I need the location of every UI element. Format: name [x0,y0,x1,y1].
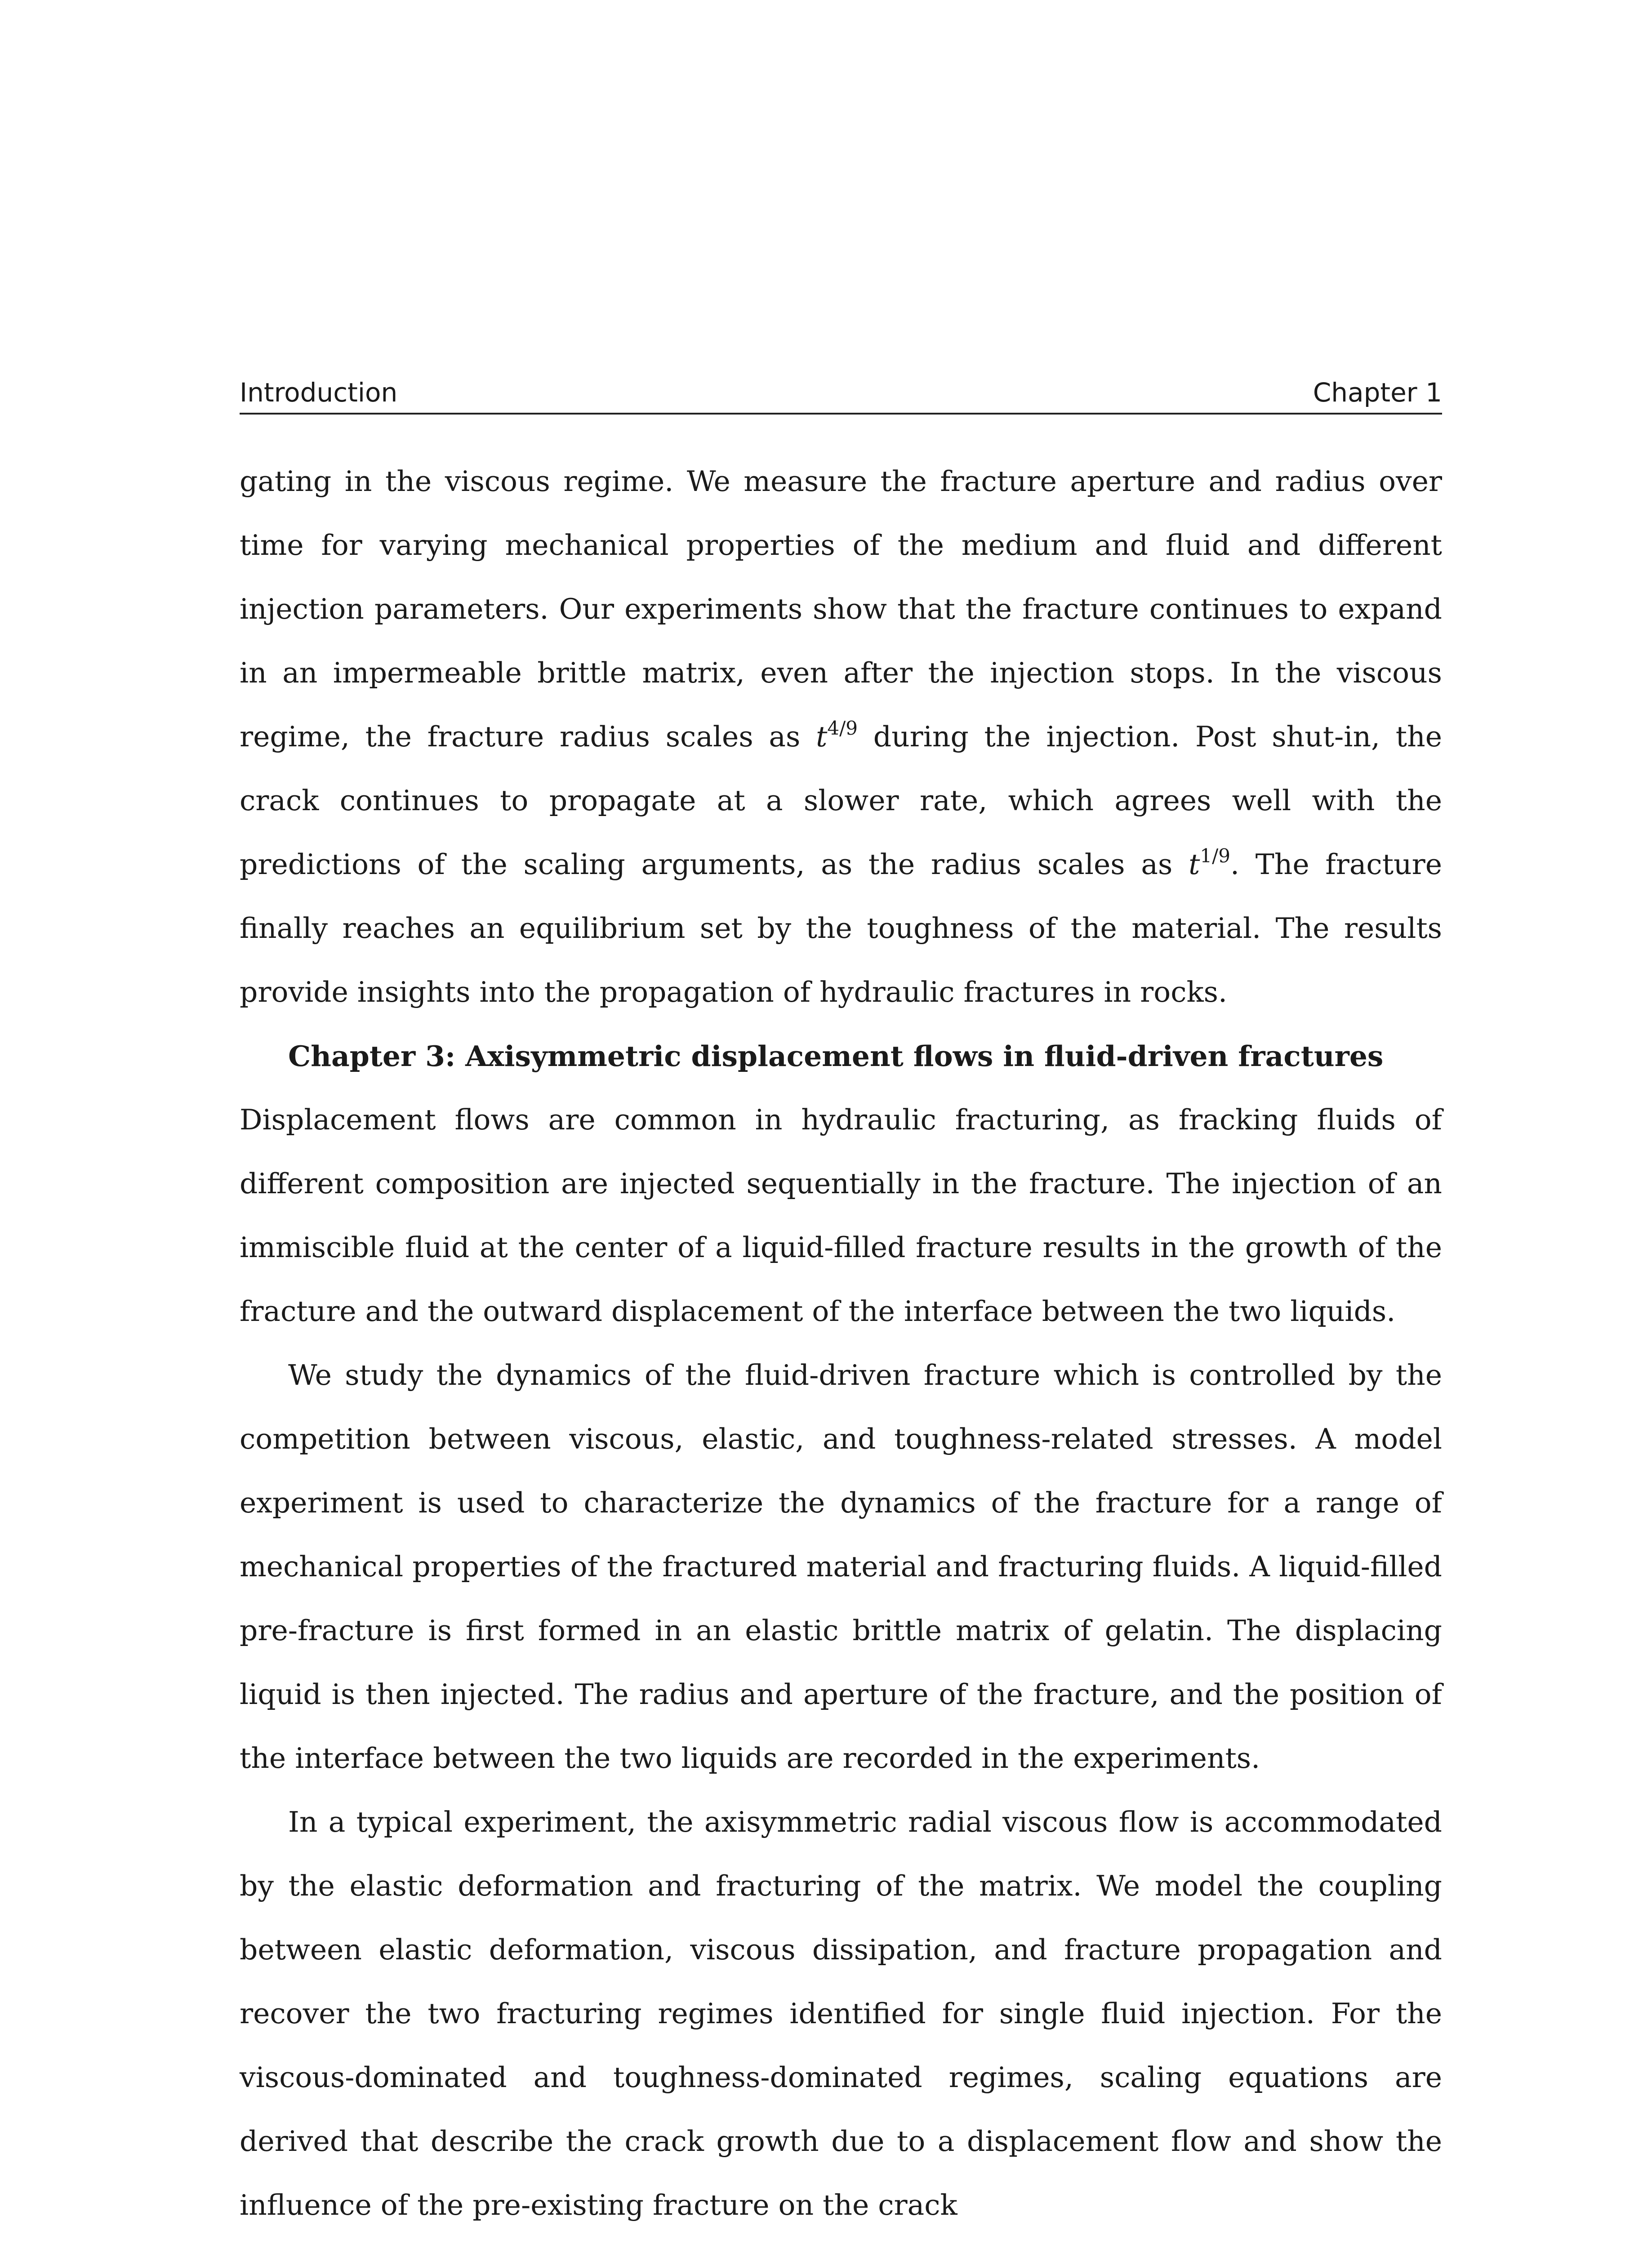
header-section-title: Introduction [240,377,398,408]
page-body [240,450,1442,2237]
paragraph-viscous-regime [240,450,1442,1024]
paragraph-text-b: during the injection. Post shut-in, the crack continues to propagate at a slower rate, which agrees well with the predictions of the scaling arguments, as the radius scales as [240,720,1442,881]
paragraph-displacement-flows: Displacement flows are common in hydraulic fracturing, as fracking fluids of different composition are injected sequentially in the fracture. The injection of an immiscible fluid at the center of a liquid-filled fracture results in the growth of the fracture and the outward displacement of the interface between the two liquids. [240,1103,1442,1328]
paragraph-typical-experiment: In a typical experiment, the axisymmetric radial viscous flow is accommodated by the elastic deformation and fracturing of the matrix. We model the coupling between elastic deformation, viscous dissipation, and fracture propagation and recover the two fracturing regimes identified for single fluid injection. For the viscous-dominated and toughness-dominated regimes, scaling equations are derived that describe the crack growth due to a displacement flow and show the influence of the pre-existing fracture on the crack [240,1806,1442,2221]
paragraph-text-a: gating in the viscous regime. We measure the fracture aperture and radius over time for varying mechanical properties of the medium and fluid and different injection parameters. Our experiments show that the fracture continues to expand in an impermeable brittle matrix, even after the injection stops. In the viscous regime, the fracture radius scales as [240,465,1442,753]
running-header [240,377,1442,415]
exponent-four-ninths: 4/9 [827,717,858,739]
time-variable: t [816,720,828,753]
chapter-3-heading: Chapter 3: Axisymmetric displacement flows in fluid-driven fractures [288,1039,1384,1073]
paragraph-text-c: . The fracture finally reaches an equilibrium set by the toughness of the material. The results provide insights into the propagation of hydraulic fractures in rocks. [240,848,1442,1008]
exponent-one-ninth: 1/9 [1200,845,1230,867]
header-chapter-label: Chapter 1 [1313,377,1442,408]
paragraph-model-experiment: We study the dynamics of the fluid-driven fracture which is controlled by the competition between viscous, elastic, and toughness-related stresses. A model experiment is used to characterize the dynamics of the fracture for a range of mechanical properties of the fractured material and fracturing fluids. A liquid-filled pre-fracture is first formed in an elastic brittle matrix of gelatin. The displacing liquid is then injected. The radius and aperture of the fracture, and the position of the interface between the two liquids are recorded in the experiments. [240,1359,1442,1775]
time-variable: t [1189,848,1200,881]
